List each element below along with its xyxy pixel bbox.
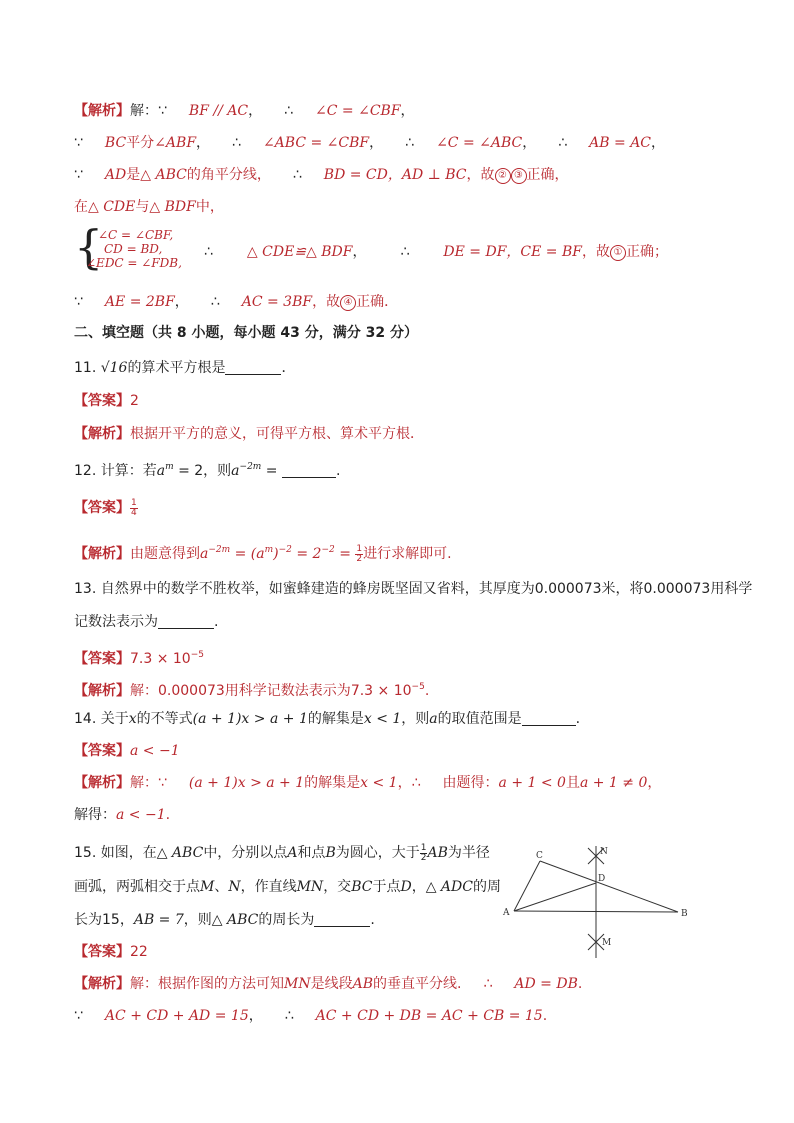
circled-3: ③	[511, 168, 527, 184]
triangle-figure	[500, 840, 700, 960]
label-B: B	[681, 909, 688, 919]
label-M: M	[602, 938, 612, 948]
question-13-line-1: 13. 自然界中的数学不胜枚举，如蜜蜂建造的蜂房既坚固又省料，其厚度为0.000073米，将0.000073用科学	[74, 581, 753, 597]
solution-line-3: ∵ AD是△ ABC的角平分线， ∴ BD = CD，AD ⊥ BC，故 ② ③ 正确，	[74, 167, 569, 183]
brace-conditions: ∠C = ∠CBF, CD = BD, ∠EDC = ∠FDB,	[86, 228, 182, 270]
analysis-15: 【解析】解：根据作图的方法可知MN是线段AB的垂直平分线. ∴ AD = DB.	[74, 976, 583, 992]
answer-blank	[522, 711, 576, 726]
label-A: A	[503, 908, 510, 918]
question-12: 12. 计算：若$a^m = 2$，则$a^{-2m}$ = .	[74, 462, 341, 479]
answer-13: 【答案】$7.3 \times 10^{-5}$	[74, 650, 204, 667]
question-11: 11. √16的算术平方根是 ．	[74, 360, 296, 376]
analysis-14: 【解析】解：∵ (a + 1)x > a + 1的解集是x < 1，∴ 由题得：a + 1 < 0且a + 1 ≠ 0，	[74, 775, 662, 791]
analysis-15-line-2: ∵ AC + CD + AD = 15， ∴ AC + CD + DB = AC + CB = 15.	[74, 1008, 548, 1024]
answer-blank	[158, 614, 214, 629]
answer-blank	[314, 912, 370, 927]
solution-line-1: 【解析】解：∵ BF // AC， ∴ ∠C = ∠CBF，	[74, 103, 415, 119]
circled-4: ④	[340, 295, 356, 311]
answer-14: 【答案】a < −1	[74, 743, 180, 759]
answer-11: 【答案】2	[74, 393, 139, 409]
solution-line-2: ∵ BC平分∠ABF， ∴ ∠ABC = ∠CBF， ∴ ∠C = ∠ABC， ∴ AB = AC，	[74, 135, 666, 151]
segment-CB	[540, 861, 678, 912]
question-15-line-3: 长为15，AB = 7，则△ ABC的周长为 .	[74, 912, 375, 928]
answer-15: 【答案】22	[74, 944, 148, 960]
label-N: N	[600, 847, 608, 857]
question-15-line-2: 画弧，两弧相交于点M、N，作直线MN，交BC于点D，△ ADC的周	[74, 879, 501, 895]
left-brace: {	[74, 220, 104, 274]
solution-line-6: ∵ AE = 2BF， ∴ AC = 3BF，故 ④ 正确．	[74, 294, 399, 310]
answer-fraction: $\frac{1}{4}$	[131, 497, 137, 518]
analysis-13: 【解析】解：0.000073用科学记数法表示为$7.3 \times 10^{-5}$.	[74, 682, 430, 699]
answer-blank	[282, 463, 336, 478]
analysis-tag: 【解析】	[74, 103, 130, 119]
analysis-12: 【解析】由题意得到$a^{-2m} = (a^m)^{-2} = 2^{-2}$ = $\frac{1}{2}$ 进行求解即可.	[74, 543, 452, 564]
label-C: C	[536, 851, 543, 861]
question-15-line-1: 15. 如图，在△ ABC中，分别以点A和点B为圆心，大于 $\frac{1}{2}$ AB为半径	[74, 842, 490, 863]
circled-1: ①	[610, 245, 626, 261]
label-D: D	[598, 874, 606, 884]
section-heading: 二、填空题（共 8 小题，每小题 43 分，满分 32 分）	[74, 325, 418, 341]
solution-14: 解得：a < −1.	[74, 807, 171, 823]
question-14: 14. 关于x的不等式(a + 1)x > a + 1的解集是x < 1，则a的取值范围是 .	[74, 711, 581, 727]
analysis-11: 【解析】根据开平方的意义，可得平方根、算术平方根．	[74, 426, 424, 442]
solution-line-4: 在△ CDE与△ BDF中，	[74, 199, 224, 215]
circled-2: ②	[495, 168, 511, 184]
answer-12: 【答案】 $\frac{1}{4}$	[74, 497, 137, 518]
question-13-line-2: 记数法表示为 .	[74, 614, 219, 630]
brace-conclusion: ∴ △ CDE≌△ BDF， ∴ DE = DF，CE = BF，故 ① 正确；	[204, 244, 668, 260]
answer-blank	[225, 360, 281, 375]
